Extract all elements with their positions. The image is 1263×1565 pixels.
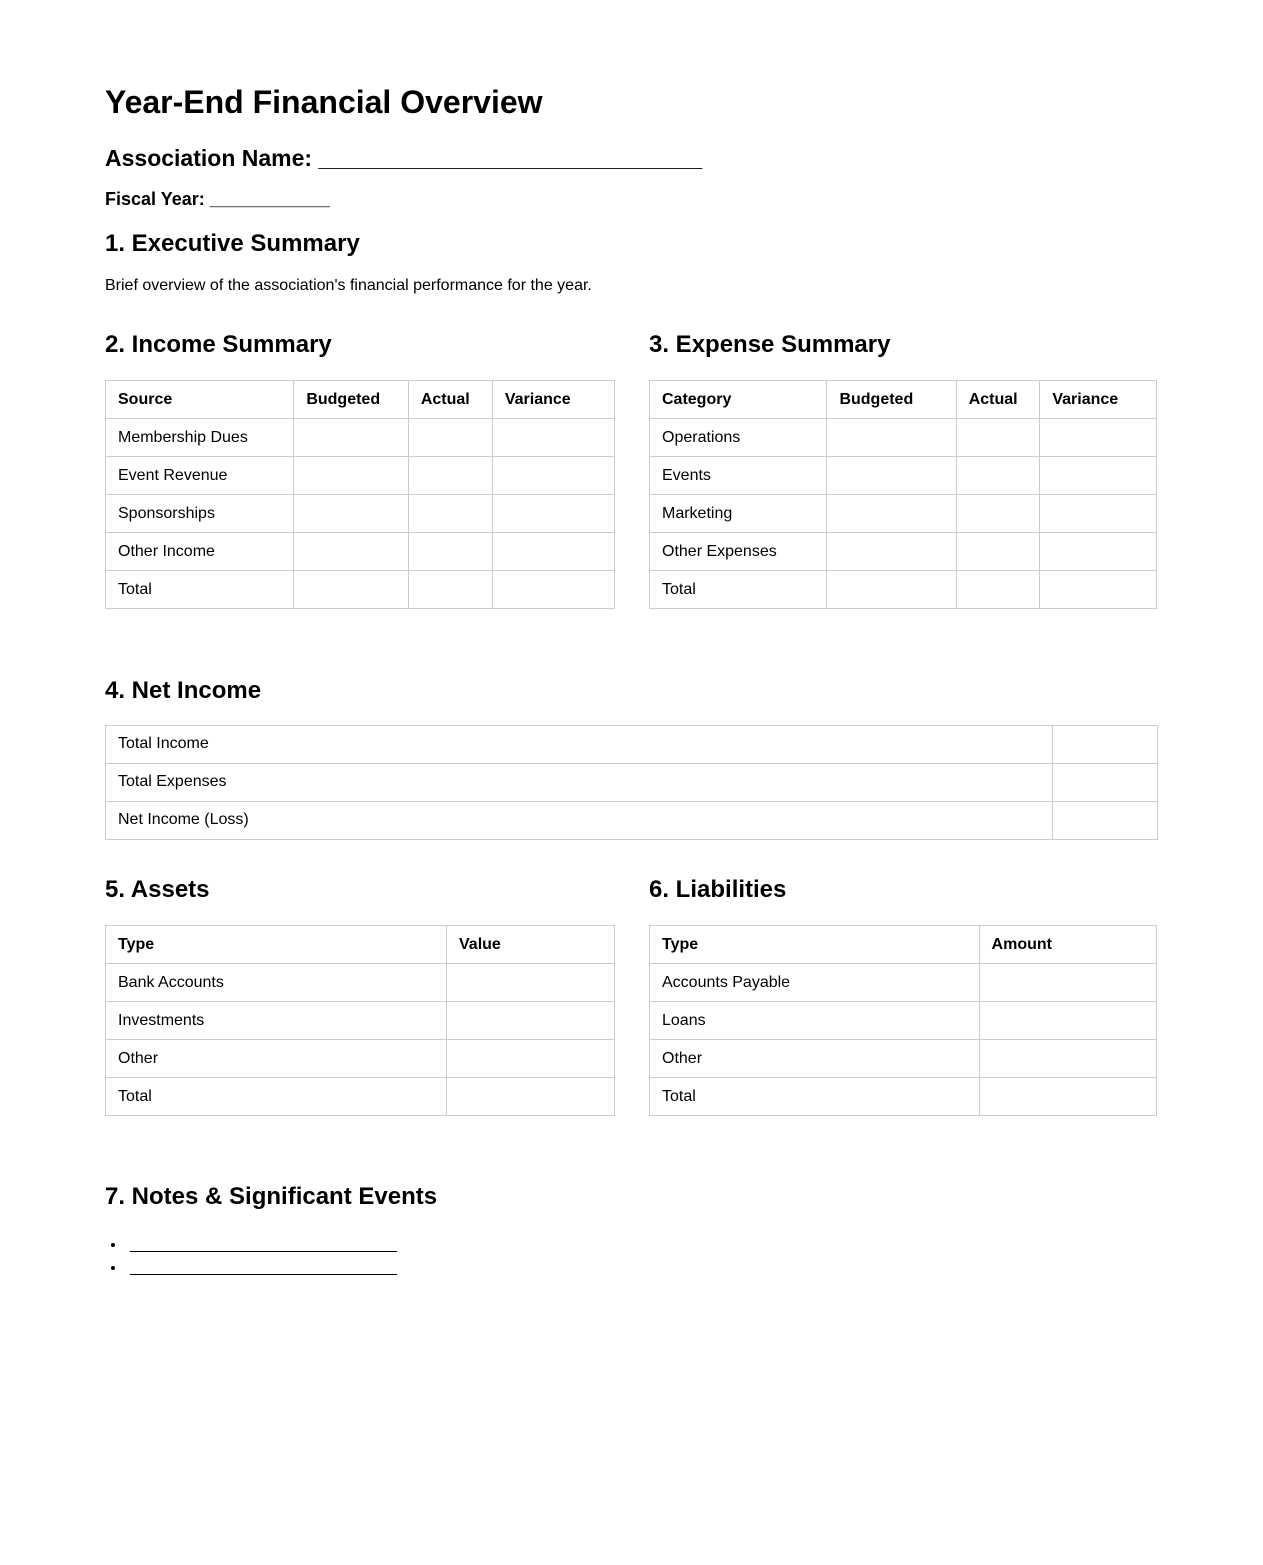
table-row xyxy=(106,1002,615,1040)
association-name-label: Association Name: xyxy=(105,144,313,171)
table-row xyxy=(106,763,1158,801)
empty-value-cell xyxy=(827,457,956,495)
table-row xyxy=(106,1040,615,1078)
table-row xyxy=(650,495,1157,533)
table-row xyxy=(106,964,615,1002)
empty-value-cell xyxy=(827,495,956,533)
empty-value-cell xyxy=(1040,419,1157,457)
table-row xyxy=(106,801,1158,839)
notes-section xyxy=(105,1183,1158,1279)
expense-header-budgeted: Budgeted xyxy=(827,381,956,419)
income-row-label: Other Income xyxy=(106,533,294,571)
empty-value-cell xyxy=(294,571,409,609)
table-row xyxy=(650,419,1157,457)
net-income-row-label: Total Expenses xyxy=(106,763,1053,801)
table-row xyxy=(106,495,615,533)
empty-value-cell xyxy=(1040,571,1157,609)
empty-value-cell xyxy=(1040,495,1157,533)
liabilities-header-type: Type xyxy=(650,926,980,964)
empty-value-cell xyxy=(408,495,492,533)
expense-header-variance: Variance xyxy=(1040,381,1157,419)
table-row xyxy=(106,533,615,571)
income-header-source: Source xyxy=(106,381,294,419)
table-row xyxy=(106,419,615,457)
liabilities-row-label: Accounts Payable xyxy=(650,964,980,1002)
empty-value-cell xyxy=(408,419,492,457)
table-total-row xyxy=(650,571,1157,609)
notes-list xyxy=(105,1233,1158,1279)
empty-value-cell xyxy=(447,1002,615,1040)
expense-row-label: Other Expenses xyxy=(650,533,827,571)
assets-heading: 5. Assets xyxy=(105,875,210,903)
expense-header-category: Category xyxy=(650,381,827,419)
income-expense-section xyxy=(105,331,1158,610)
notes-bullet-blank: • ______________________________ xyxy=(126,1233,1158,1256)
table-total-row xyxy=(106,571,615,609)
income-summary-table xyxy=(105,380,615,609)
empty-value-cell xyxy=(492,571,614,609)
table-header-row xyxy=(650,381,1157,419)
table-row xyxy=(106,725,1158,763)
liabilities-row-label: Other xyxy=(650,1040,980,1078)
net-income-row-label: Total Income xyxy=(106,725,1053,763)
empty-value-cell xyxy=(294,495,409,533)
net-income-row-label: Net Income (Loss) xyxy=(106,801,1053,839)
income-header-variance: Variance xyxy=(492,381,614,419)
table-header-row xyxy=(106,381,615,419)
table-row xyxy=(650,457,1157,495)
income-row-label: Event Revenue xyxy=(106,457,294,495)
assets-row-label: Bank Accounts xyxy=(106,964,447,1002)
income-summary-heading: 2. Income Summary xyxy=(105,330,332,358)
notes-bullet-blank: • ______________________________ xyxy=(126,1256,1158,1279)
empty-value-cell xyxy=(492,495,614,533)
fiscal-year-blank: ____________ xyxy=(209,189,330,210)
liabilities-block xyxy=(649,876,1157,1117)
empty-value-cell xyxy=(1040,457,1157,495)
empty-value-cell xyxy=(1052,725,1157,763)
assets-table xyxy=(105,925,615,1116)
expense-total-label: Total xyxy=(650,571,827,609)
empty-value-cell xyxy=(492,533,614,571)
empty-value-cell xyxy=(827,419,956,457)
income-row-label: Sponsorships xyxy=(106,495,294,533)
assets-block xyxy=(105,876,615,1117)
empty-value-cell xyxy=(979,1002,1156,1040)
empty-value-cell xyxy=(1052,763,1157,801)
empty-value-cell xyxy=(447,964,615,1002)
expense-summary-table xyxy=(649,380,1157,609)
empty-value-cell xyxy=(827,571,956,609)
income-header-budgeted: Budgeted xyxy=(294,381,409,419)
empty-value-cell xyxy=(408,533,492,571)
liabilities-header-amount: Amount xyxy=(979,926,1156,964)
empty-value-cell xyxy=(408,571,492,609)
empty-value-cell xyxy=(979,964,1156,1002)
net-income-heading: 4. Net Income xyxy=(105,677,262,705)
empty-value-cell xyxy=(956,571,1040,609)
empty-value-cell xyxy=(294,419,409,457)
notes-heading: 7. Notes & Significant Events xyxy=(105,1183,438,1211)
empty-value-cell xyxy=(447,1040,615,1078)
executive-summary-heading: 1. Executive Summary xyxy=(105,229,360,257)
empty-value-cell xyxy=(979,1040,1156,1078)
empty-value-cell xyxy=(1040,533,1157,571)
income-row-label: Membership Dues xyxy=(106,419,294,457)
table-total-row xyxy=(650,1078,1157,1116)
empty-value-cell xyxy=(492,419,614,457)
assets-row-label: Investments xyxy=(106,1002,447,1040)
liabilities-row-label: Loans xyxy=(650,1002,980,1040)
expense-header-actual: Actual xyxy=(956,381,1040,419)
empty-value-cell xyxy=(294,457,409,495)
net-income-section xyxy=(105,677,1158,840)
table-row xyxy=(650,1040,1157,1078)
empty-value-cell xyxy=(827,533,956,571)
empty-value-cell xyxy=(956,533,1040,571)
liabilities-table xyxy=(649,925,1157,1116)
income-summary-block xyxy=(105,331,615,610)
table-row xyxy=(106,457,615,495)
fiscal-year-line xyxy=(105,189,1158,211)
empty-value-cell xyxy=(447,1078,615,1116)
table-header-row xyxy=(650,926,1157,964)
liabilities-heading: 6. Liabilities xyxy=(649,875,787,903)
empty-value-cell xyxy=(1052,801,1157,839)
assets-header-value: Value xyxy=(447,926,615,964)
association-name-line xyxy=(105,145,1158,173)
association-name-blank: ______________________________ xyxy=(318,144,703,171)
table-row xyxy=(650,533,1157,571)
net-income-table xyxy=(105,725,1158,840)
expense-row-label: Events xyxy=(650,457,827,495)
income-header-actual: Actual xyxy=(408,381,492,419)
expense-row-label: Operations xyxy=(650,419,827,457)
expense-summary-heading: 3. Expense Summary xyxy=(649,330,891,358)
table-row xyxy=(650,964,1157,1002)
expense-row-label: Marketing xyxy=(650,495,827,533)
assets-total-label: Total xyxy=(106,1078,447,1116)
fiscal-year-label: Fiscal Year: xyxy=(105,189,205,210)
empty-value-cell xyxy=(956,457,1040,495)
expense-summary-block xyxy=(649,331,1157,610)
table-row xyxy=(650,1002,1157,1040)
assets-row-label: Other xyxy=(106,1040,447,1078)
empty-value-cell xyxy=(956,495,1040,533)
table-total-row xyxy=(106,1078,615,1116)
empty-value-cell xyxy=(979,1078,1156,1116)
assets-header-type: Type xyxy=(106,926,447,964)
page-title: Year-End Financial Overview xyxy=(105,84,543,120)
empty-value-cell xyxy=(294,533,409,571)
executive-summary-text: Brief overview of the association's financial performance for the year. xyxy=(105,276,592,294)
empty-value-cell xyxy=(408,457,492,495)
table-header-row xyxy=(106,926,615,964)
assets-liabilities-section xyxy=(105,876,1158,1117)
empty-value-cell xyxy=(956,419,1040,457)
income-total-label: Total xyxy=(106,571,294,609)
empty-value-cell xyxy=(492,457,614,495)
liabilities-total-label: Total xyxy=(650,1078,980,1116)
